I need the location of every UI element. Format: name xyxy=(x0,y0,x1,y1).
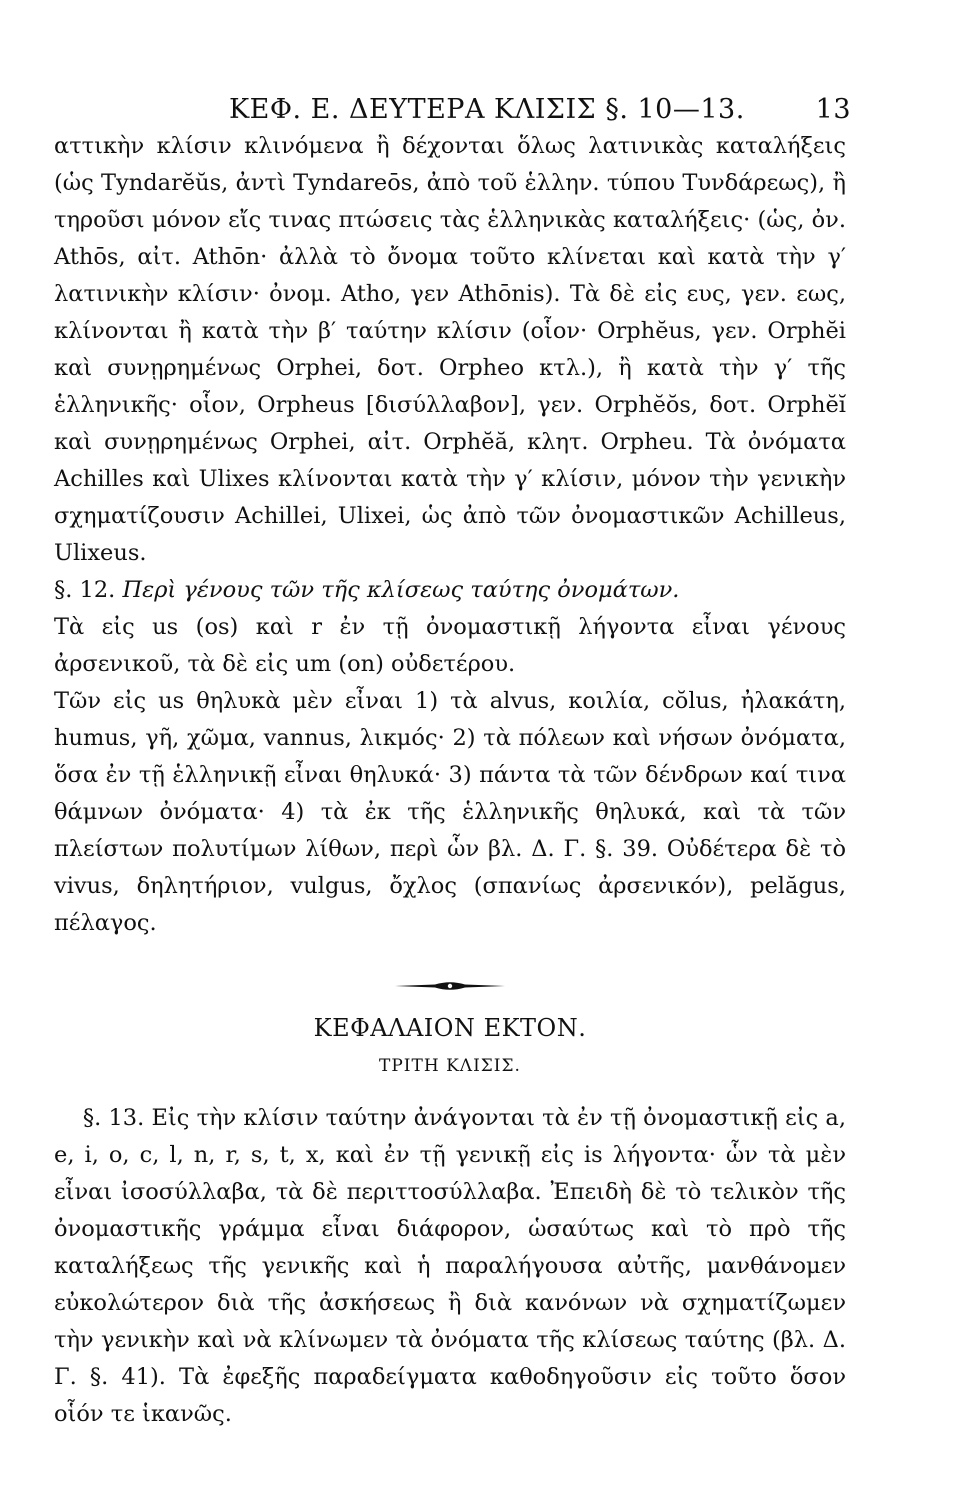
ornament-rule-icon xyxy=(395,980,505,992)
section-12-paragraph-gender: Τὰ εἰς us (os) καὶ r ἐν τῇ ὀνομαστικῇ λήγοντα εἶναι γένους ἀρσενικοῦ, τὰ δὲ εἰς um (on) οὐδετέρου. xyxy=(54,614,846,677)
running-header xyxy=(54,88,851,128)
section-13-body xyxy=(54,1100,846,1433)
ornament-divider xyxy=(54,980,846,992)
section-12-number: §. 12. xyxy=(54,577,116,603)
section-12-heading xyxy=(54,572,846,609)
section-13-paragraph xyxy=(54,1100,846,1433)
section-12-title: Περὶ γένους τῶν τῆς κλίσεως ταύτης ὀνομάτων. xyxy=(122,577,680,603)
section-12-paragraph-feminine: Τῶν εἰς us θηλυκὰ μὲν εἶναι 1) τὰ alvus, κοιλία, cŏlus, ἠλακάτη, humus, γῆ, χῶμα, vannus, λικμός· 2) τὰ πόλεων καὶ νήσων ὀνόματα, ὅσα ἐν τῇ ἑλληνικῇ εἶναι θηλυκά· 3) πάντα τὰ τῶν δένδρων καί τινα θάμνων ὀνόματα· 4) τὰ ἐκ τῆς ἑλληνικῆς θηλυκά, καὶ τὰ τῶν πλείστων πολυτίμων λίθων, περὶ ὧν βλ. Δ. Γ. §. 39. Οὐδέτερα δὲ τὸ vivus, δηλητήριον, vulgus, ὄχλος (σπανίως ἀρσενικόν), pelăgus, πέλαγος. xyxy=(54,688,846,936)
section-13-text: Εἰς τὴν κλίσιν ταύτην ἀνάγονται τὰ ἐν τῇ ὀνομαστικῇ εἰς a, e, i, o, c, l, n, r, s, t, x, καὶ ἐν τῇ γενικῇ εἰς is λήγοντα· ὧν τὰ μὲν εἶναι ἰσοσύλλαβα, τὰ δὲ περιττοσύλλαβα. Ἐπειδὴ δὲ τὸ τελικὸν τῆς ὀνομαστικῆς γράμμα εἶναι διάφορον, ὡσαύτως καὶ τὸ πρὸ τῆς καταλήξεως τῆς γενικῆς καὶ ἡ παραλήγουσα αὐτῆς, μανθάνομεν εὐκολώτερον διὰ τῆς ἀσκήσεως ἢ διὰ κανόνων νὰ σχηματίζωμεν τὴν γενικὴν καὶ νὰ κλίνωμεν τὰ ὀνόματα τῆς κλίσεως ταύτης (βλ. Δ. Γ. §. 41). Τὰ ἐφεξῆς παραδείγματα καθοδηγοῦσιν εἰς τοῦτο ὅσον οἷόν τε ἱκανῶς. xyxy=(54,1105,846,1427)
chapter-subtitle: ΤΡΙΤΗ ΚΛΙΣΙΣ. xyxy=(379,1056,521,1076)
page-number: 13 xyxy=(815,94,851,125)
chapter-title: ΚΕΦΑΛΑΙΟΝ ΕΚΤΟΝ. xyxy=(313,1014,587,1042)
paragraph-continuation: αττικὴν κλίσιν κλινόμενα ἢ δέχονται ὅλως λατινικὰς καταλήξεις (ὡς Tyndarĕŭs, ἀντὶ Tyndareōs, ἀπὸ τοῦ ἑλλην. τύπου Τυνδάρεως), ἢ τηροῦσι μόνον εἴς τινας πτώσεις τὰς ἑλληνικὰς καταλήξεις· (ὡς, ὀν. Athōs, αἰτ. Athōn· ἀλλὰ τὸ ὄνομα τοῦτο κλίνεται καὶ κατὰ τὴν γ′ λατινικὴν κλίσιν· ὀνομ. Atho, γεν Athōnis). Τὰ δὲ εἰς ευς, γεν. εως, κλίνονται ἢ κατὰ τὴν β′ ταύτην κλίσιν (οἷον· Orphĕus, γεν. Orphĕi καὶ συνῃρημένως Orphei, δοτ. Orpheo κτλ.), ἢ κατὰ τὴν γ′ τῆς ἑλληνικῆς· οἷον, Orpheus [δισύλλαβον], γεν. Orphĕŏs, δοτ. Orphĕĭ καὶ συνῃρημένως Orphei, αἰτ. Orphĕă, κλητ. Orpheu. Τὰ ὀνόματα Achilles καὶ Ulixes κλίνονται κατὰ τὴν γ′ κλίσιν, μόνον τὴν γενικὴν σχηματίζουσιν Achillei, Ulixei, ὡς ἀπὸ τῶν ὀνομαστικῶν Achilleus, Ulixeus. xyxy=(54,133,846,566)
section-13-number: §. 13. xyxy=(82,1105,145,1131)
body-text xyxy=(54,128,846,942)
running-title: ΚΕΦ. Ε. ΔΕΥΤΕΡΑ ΚΛΙΣΙΣ §. 10—13. xyxy=(229,94,745,125)
